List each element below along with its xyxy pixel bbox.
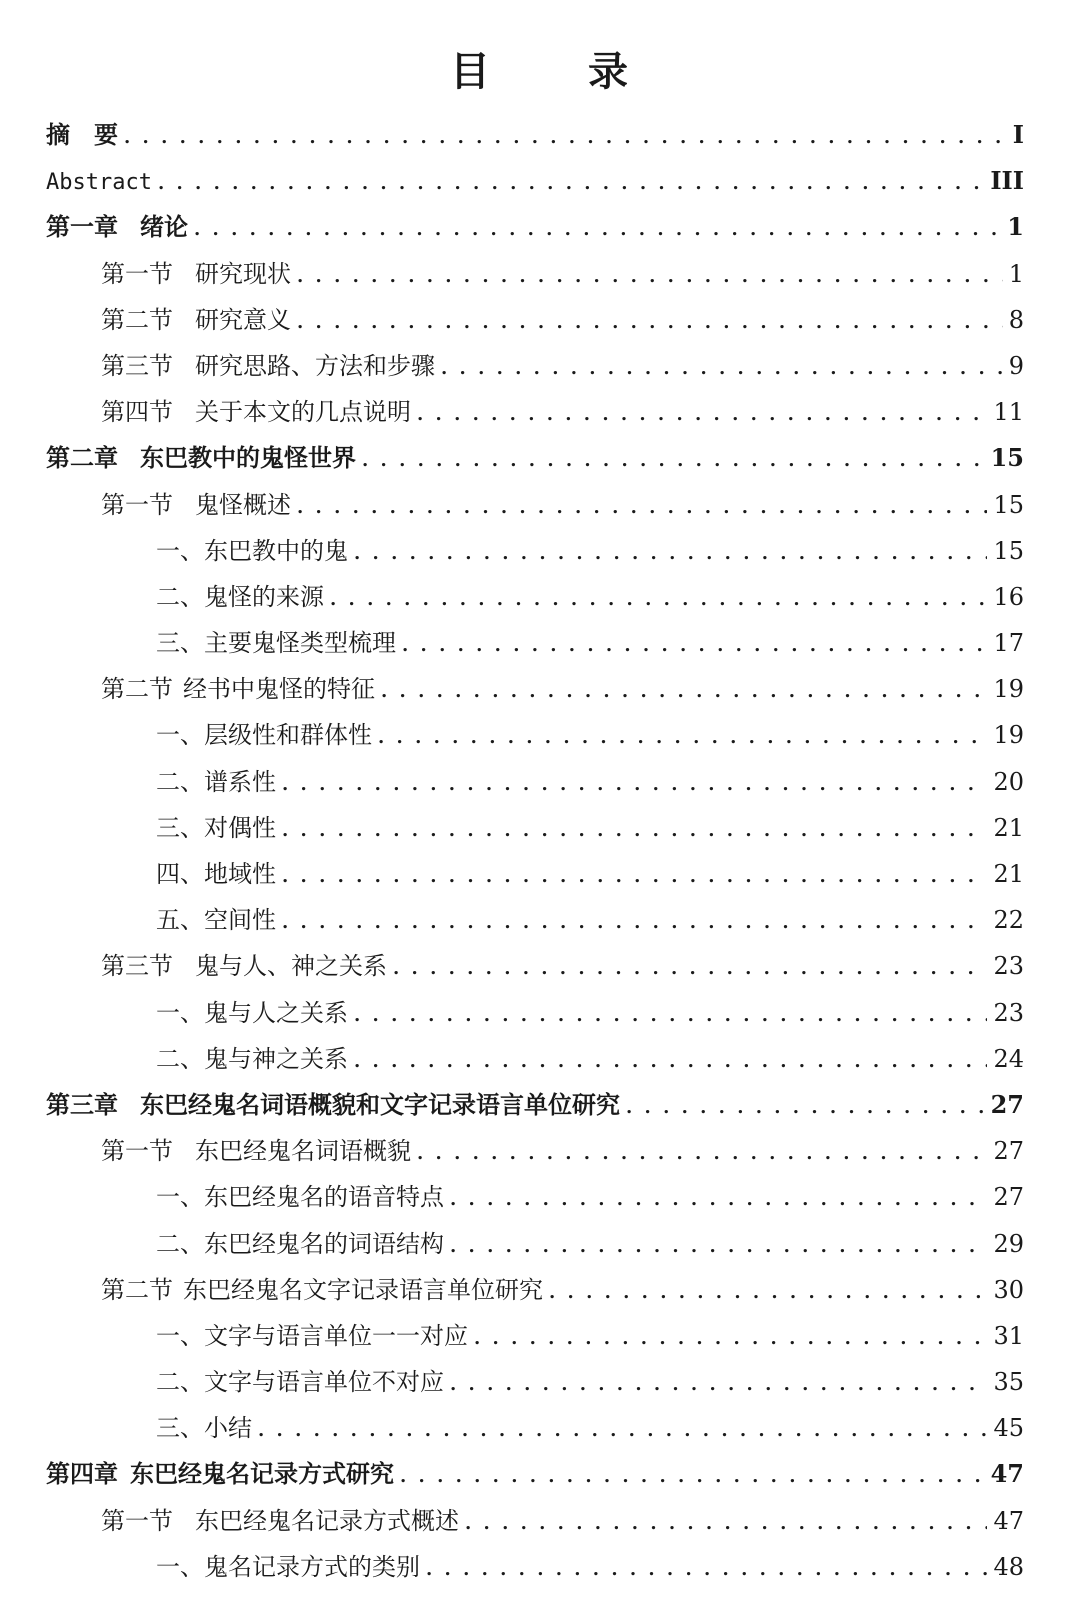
toc-entry-page-number: 20 <box>993 767 1024 796</box>
toc-entry-page-number: 35 <box>993 1368 1024 1397</box>
toc-entry-page-number: 29 <box>993 1229 1024 1258</box>
toc-entry-title: 东巴经鬼名记录方式研究 <box>130 1459 394 1489</box>
toc-entry[interactable] <box>46 990 1024 1036</box>
toc-entry-page-number: I <box>1012 120 1024 149</box>
dot-leader <box>417 389 987 438</box>
toc-entry-label <box>156 1313 468 1359</box>
toc-entry-title: 二、东巴经鬼名的词语结构 <box>156 1229 444 1258</box>
toc-entry-label <box>46 1082 620 1128</box>
toc-entry-page-number: 22 <box>993 906 1024 935</box>
toc-entry-label <box>101 943 387 989</box>
toc-entry-label <box>46 160 152 206</box>
toc-entry-number: 第二节 <box>101 305 173 334</box>
toc-entry[interactable] <box>46 389 1024 435</box>
dot-leader <box>282 851 987 900</box>
toc-entry-label <box>156 712 372 758</box>
toc-entry-title: 一、东巴经鬼名的语音特点 <box>156 1183 444 1212</box>
toc-entry-page-number: 15 <box>993 490 1024 519</box>
dot-leader <box>626 1082 985 1131</box>
toc-entry-title: 绪论 <box>140 212 188 242</box>
toc-entry[interactable] <box>46 1128 1024 1174</box>
dot-leader <box>194 204 1001 253</box>
toc-entry[interactable] <box>46 1544 1024 1590</box>
toc-entry-number: 第四节 <box>101 398 173 427</box>
toc-entry-page-number: 1 <box>1007 212 1024 242</box>
toc-entry-label <box>156 990 348 1036</box>
dot-leader <box>450 1221 987 1270</box>
toc-entry-page-number: 24 <box>993 1044 1024 1073</box>
toc-entry-label <box>46 112 118 158</box>
toc-entry[interactable] <box>46 482 1024 528</box>
toc-entry[interactable] <box>46 112 1024 158</box>
toc-entry-title: 二、谱系性 <box>156 767 276 796</box>
toc-entry[interactable] <box>46 343 1024 389</box>
toc-entry-page-number: 1 <box>1008 259 1024 288</box>
toc-entry-label <box>156 759 276 805</box>
toc-entry-number: 第一章 <box>46 212 118 242</box>
toc-entry[interactable] <box>46 1498 1024 1544</box>
toc-entry-page-number: 21 <box>993 860 1024 888</box>
toc-entry[interactable] <box>46 297 1024 343</box>
toc-entry-page-number: 27 <box>993 1137 1024 1166</box>
toc-entry-title: Abstract <box>46 170 152 196</box>
toc-entry-title: 研究现状 <box>195 259 291 288</box>
toc-entry-page-number: 27 <box>993 1183 1024 1212</box>
dot-leader <box>330 574 987 623</box>
dot-leader <box>362 435 985 484</box>
toc-entry[interactable] <box>46 435 1024 481</box>
dot-leader <box>282 759 987 808</box>
table-of-contents <box>46 112 1024 1590</box>
toc-entry-number: 第一节 <box>101 490 173 519</box>
toc-entry-title: 一、东巴教中的鬼 <box>156 536 348 565</box>
toc-entry-number: 第二节 <box>101 675 173 704</box>
toc-entry-title: 东巴经鬼名记录方式概述 <box>195 1506 459 1535</box>
toc-entry-title: 研究意义 <box>195 305 291 334</box>
toc-entry[interactable] <box>46 943 1024 989</box>
dot-leader <box>282 897 987 946</box>
toc-entry-label <box>156 1174 444 1220</box>
toc-entry-page-number: 45 <box>993 1414 1024 1443</box>
toc-entry-label <box>46 435 356 481</box>
toc-entry-page-number: 21 <box>993 813 1024 842</box>
dot-leader <box>354 990 987 1039</box>
toc-entry-page-number: 9 <box>1008 351 1024 380</box>
toc-entry-number: 第三节 <box>101 952 173 981</box>
dot-leader <box>474 1313 987 1362</box>
toc-entry-label <box>101 1267 543 1313</box>
dot-leader <box>297 482 987 531</box>
dot-leader <box>258 1405 987 1454</box>
dot-leader <box>465 1498 987 1547</box>
dot-leader <box>549 1267 987 1316</box>
toc-entry-label <box>101 251 291 297</box>
toc-entry-number: 第三节 <box>101 351 173 380</box>
toc-entry-page-number: 19 <box>993 721 1024 750</box>
toc-entry-page-number: 15 <box>990 443 1024 473</box>
toc-entry-title: 鬼与人、神之关系 <box>195 952 387 981</box>
title-char-2: 录 <box>588 48 630 95</box>
toc-entry-number: 第二节 <box>101 1275 173 1304</box>
toc-entry-title: 五、空间性 <box>156 906 276 935</box>
toc-entry-title: 东巴经鬼名文字记录语言单位研究 <box>183 1275 543 1304</box>
toc-entry[interactable] <box>46 251 1024 297</box>
toc-entry-number: 第四章 <box>46 1459 118 1489</box>
toc-entry-label <box>156 1221 444 1267</box>
dot-leader <box>282 805 987 854</box>
toc-entry[interactable] <box>46 759 1024 805</box>
toc-entry-number: 第三章 <box>46 1089 118 1119</box>
toc-entry-title: 三、对偶性 <box>156 813 276 842</box>
dot-leader <box>378 712 987 761</box>
toc-entry-label <box>101 297 291 343</box>
toc-entry[interactable] <box>46 204 1024 250</box>
toc-entry-number: 第一节 <box>101 1137 173 1166</box>
dot-leader <box>354 1036 987 1085</box>
toc-entry-label <box>46 204 188 250</box>
toc-entry[interactable] <box>46 666 1024 712</box>
dot-leader <box>441 343 1003 392</box>
toc-entry-title: 研究思路、方法和步骤 <box>195 351 435 380</box>
toc-entry-page-number: 47 <box>990 1459 1024 1489</box>
toc-entry-label <box>156 574 324 620</box>
toc-entry-page-number: 23 <box>993 998 1024 1027</box>
dot-leader <box>124 112 1007 161</box>
toc-entry-title: 一、鬼与人之关系 <box>156 998 348 1027</box>
toc-entry-page-number: III <box>990 166 1024 196</box>
toc-entry-page-number: 48 <box>993 1552 1024 1581</box>
toc-entry[interactable] <box>46 851 1024 897</box>
dot-leader <box>450 1174 987 1223</box>
title-char-1: 目 <box>450 48 492 95</box>
toc-entry-label <box>156 1405 252 1451</box>
toc-entry-number: 第二章 <box>46 443 118 473</box>
toc-entry-label <box>101 1128 411 1174</box>
toc-entry-title: 一、鬼名记录方式的类别 <box>156 1552 420 1581</box>
toc-entry-label <box>156 1036 348 1082</box>
toc-entry-title: 东巴经鬼名词语概貌和文字记录语言单位研究 <box>140 1089 620 1119</box>
toc-entry-title: 三、主要鬼怪类型梳理 <box>156 629 396 658</box>
dot-leader <box>426 1544 987 1593</box>
dot-leader <box>297 251 1003 300</box>
toc-entry-title: 四、地域性 <box>156 860 276 888</box>
toc-entry-label <box>101 389 411 435</box>
dot-leader <box>400 1451 985 1500</box>
toc-entry-title: 东巴教中的鬼怪世界 <box>140 443 356 473</box>
dot-leader <box>381 666 987 715</box>
dot-leader <box>450 1359 987 1408</box>
toc-entry-page-number: 17 <box>993 629 1024 658</box>
toc-entry[interactable] <box>46 1221 1024 1267</box>
toc-entry-label <box>156 1544 420 1590</box>
toc-entry[interactable] <box>46 897 1024 943</box>
dot-leader <box>158 158 984 207</box>
toc-entry-title: 要 <box>94 120 118 149</box>
toc-entry-label <box>101 343 435 389</box>
toc-entry[interactable] <box>46 1405 1024 1451</box>
toc-entry-title: 鬼怪概述 <box>195 490 291 519</box>
toc-entry[interactable] <box>46 620 1024 666</box>
toc-entry-page-number: 31 <box>993 1321 1024 1350</box>
toc-entry-page-number: 47 <box>993 1506 1024 1535</box>
toc-entry-label <box>156 897 276 943</box>
toc-entry[interactable] <box>46 158 1024 204</box>
dot-leader <box>393 943 987 992</box>
toc-entry-label <box>101 1498 459 1544</box>
toc-entry-number: 第一节 <box>101 1506 173 1535</box>
toc-entry-label <box>101 666 375 712</box>
toc-entry[interactable] <box>46 1451 1024 1497</box>
toc-entry-title: 一、层级性和群体性 <box>156 721 372 750</box>
toc-entry[interactable] <box>46 1036 1024 1082</box>
toc-entry-page-number: 16 <box>993 582 1024 611</box>
toc-entry-title: 二、鬼与神之关系 <box>156 1044 348 1073</box>
toc-entry[interactable] <box>46 1313 1024 1359</box>
toc-entry-label <box>156 620 396 666</box>
toc-entry-title: 一、文字与语言单位一一对应 <box>156 1321 468 1350</box>
toc-entry-title: 二、文字与语言单位不对应 <box>156 1368 444 1397</box>
toc-entry-page-number: 30 <box>993 1275 1024 1304</box>
toc-entry[interactable] <box>46 528 1024 574</box>
toc-entry[interactable] <box>46 1267 1024 1313</box>
toc-entry-page-number: 23 <box>993 952 1024 981</box>
dot-leader <box>417 1128 987 1177</box>
dot-leader <box>354 528 987 577</box>
toc-entry-label <box>101 482 291 528</box>
toc-entry[interactable] <box>46 574 1024 620</box>
dot-leader <box>402 620 987 669</box>
toc-entry-title: 经书中鬼怪的特征 <box>183 675 375 704</box>
toc-entry-label <box>156 528 348 574</box>
toc-entry-number: 第一节 <box>101 259 173 288</box>
dot-leader <box>297 297 1003 346</box>
toc-entry-label <box>156 1359 444 1405</box>
toc-entry-page-number: 27 <box>990 1089 1024 1119</box>
toc-entry-title: 东巴经鬼名词语概貌 <box>195 1137 411 1166</box>
toc-entry-page-number: 11 <box>993 398 1024 427</box>
toc-entry-number: 摘 <box>46 120 70 149</box>
toc-entry-title: 二、鬼怪的来源 <box>156 582 324 611</box>
toc-entry-title: 关于本文的几点说明 <box>195 398 411 427</box>
toc-entry[interactable] <box>46 805 1024 851</box>
toc-entry-label <box>156 805 276 851</box>
toc-entry-title: 三、小结 <box>156 1414 252 1443</box>
toc-entry[interactable] <box>46 1174 1024 1220</box>
toc-entry-label <box>46 1451 394 1497</box>
toc-entry[interactable] <box>46 1359 1024 1405</box>
toc-entry[interactable] <box>46 712 1024 758</box>
toc-entry-page-number: 15 <box>993 536 1024 565</box>
page-title <box>0 42 1080 102</box>
toc-entry[interactable] <box>46 1082 1024 1128</box>
toc-entry-page-number: 19 <box>993 675 1024 704</box>
toc-entry-label <box>156 851 276 897</box>
toc-entry-page-number: 8 <box>1008 305 1024 334</box>
